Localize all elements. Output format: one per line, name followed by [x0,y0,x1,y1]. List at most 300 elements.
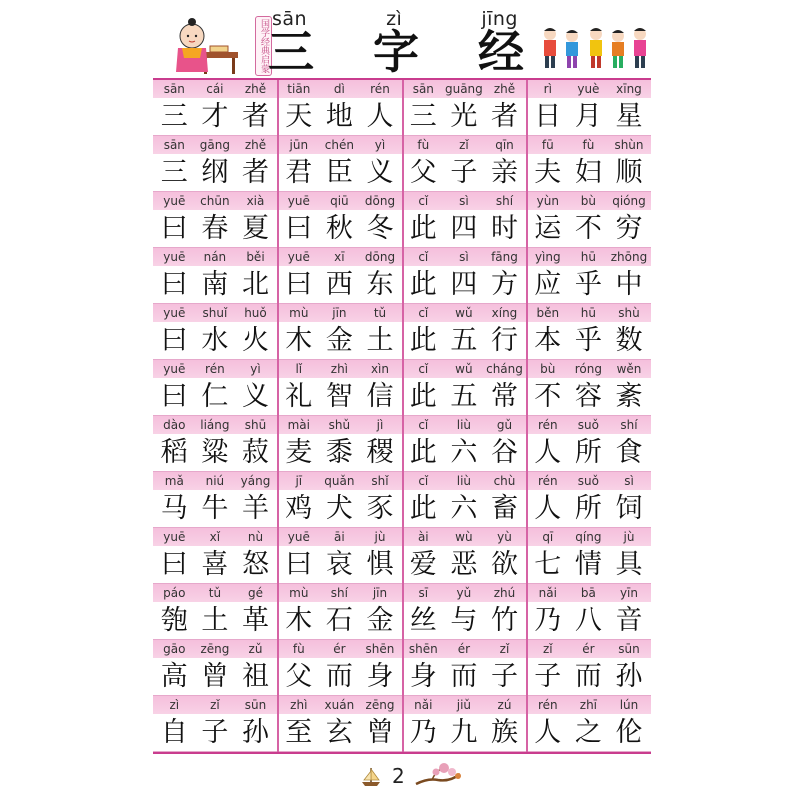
verse-phrase [154,696,276,752]
hanzi-character: 水 [201,325,229,356]
hanzi-character: 妇 [574,157,602,188]
pinyin-syllable: gāo [163,642,186,656]
pinyin-line [403,585,525,601]
hanzi-character: 时 [490,213,518,244]
hanzi-character: 金 [325,325,353,356]
pinyin-line [279,361,401,377]
boat-icon [360,766,382,788]
hanzi-character: 子 [490,661,518,692]
header [0,0,800,80]
hanzi-character: 此 [409,325,437,356]
hanzi-character: 信 [366,381,394,412]
pinyin-syllable: nǎi [414,698,433,712]
hanzi-character: 此 [409,213,437,244]
pinyin-line [279,137,401,153]
hanzi-character: 子 [450,157,478,188]
pinyin-line [154,585,276,601]
hanzi-character: 不 [574,213,602,244]
hanzi-line [403,100,525,134]
verse-phrase [279,304,401,360]
hanzi-character: 者 [241,157,269,188]
hanzi-line [279,100,401,134]
verse-phrase [403,192,525,248]
pinyin-syllable: mǎ [164,474,184,488]
pinyin-syllable: suǒ [577,418,599,432]
hanzi-line [403,324,525,358]
hanzi-line [403,548,525,582]
hanzi-character: 而 [325,661,353,692]
pinyin-syllable: yìng [534,250,561,264]
pinyin-syllable: zhī [579,698,598,712]
pinyin-syllable: bù [540,362,556,376]
pinyin-syllable: jù [374,530,386,544]
pinyin-syllable: xǐ [209,530,221,544]
hanzi-character: 犬 [325,493,353,524]
hanzi-character: 地 [325,101,353,132]
hanzi-character: 天 [285,101,313,132]
child-reading-icon [170,18,240,76]
hanzi-character: 羊 [241,493,269,524]
hanzi-character: 人 [366,101,394,132]
pinyin-syllable: xī [334,250,345,264]
hanzi-character: 稻 [160,437,188,468]
hanzi-character: 曰 [160,381,188,412]
pinyin-syllable: yīn [619,586,638,600]
column-divider [402,80,404,752]
verse-phrase [528,80,650,136]
pinyin-syllable: yuē [287,194,310,208]
verse-phrase [279,696,401,752]
hanzi-character: 音 [615,605,643,636]
pinyin-line [154,361,276,377]
hanzi-character: 伦 [615,717,643,748]
pinyin-syllable: fù [582,138,595,152]
children-playing-icon [538,22,650,72]
pinyin-line [279,305,401,321]
pinyin-syllable: běi [246,250,265,264]
pinyin-syllable: fāng [491,250,518,264]
pinyin-line [403,529,525,545]
pinyin-syllable: qíng [575,530,602,544]
pinyin-line [279,81,401,97]
hanzi-line [403,436,525,470]
hanzi-character: 乃 [409,717,437,748]
title-pinyin-1: sān [272,8,308,30]
pinyin-syllable: jūn [289,138,309,152]
pinyin-syllable: zǐ [542,642,553,656]
pinyin-syllable: shēn [408,642,438,656]
hanzi-character: 曰 [160,213,188,244]
hanzi-character: 鸡 [285,493,313,524]
pinyin-syllable: ér [333,642,346,656]
pinyin-line [528,137,650,153]
hanzi-line [403,716,525,750]
verse-phrase [154,472,276,528]
pinyin-syllable: tiān [287,82,311,96]
hanzi-character: 祖 [241,661,269,692]
hanzi-character: 北 [241,269,269,300]
hanzi-character: 纲 [201,157,229,188]
hanzi-character: 曾 [201,661,229,692]
hanzi-character: 菽 [241,437,269,468]
hanzi-character: 东 [366,269,394,300]
hanzi-character: 日 [534,101,562,132]
pinyin-syllable: shǔ [328,418,351,432]
hanzi-line [279,604,401,638]
hanzi-character: 月 [574,101,602,132]
verse-grid [153,78,651,754]
pinyin-syllable: shǐ [371,474,389,488]
page-number: 2 [392,764,405,788]
hanzi-line [279,380,401,414]
pinyin-syllable: sūn [618,642,640,656]
hanzi-character: 光 [450,101,478,132]
hanzi-character: 土 [201,605,229,636]
verse-phrase [154,80,276,136]
hanzi-line [528,436,650,470]
verse-phrase [279,528,401,584]
pinyin-syllable: gāng [199,138,230,152]
pinyin-syllable: cǐ [418,418,429,432]
pinyin-syllable: jīn [372,586,388,600]
hanzi-character: 此 [409,381,437,412]
pinyin-syllable: zēng [200,642,230,656]
pinyin-syllable: fù [292,642,305,656]
hanzi-character: 金 [366,605,394,636]
verse-phrase [528,248,650,304]
hanzi-line [528,660,650,694]
hanzi-line [403,212,525,246]
pinyin-line [279,417,401,433]
hanzi-character: 数 [615,325,643,356]
pinyin-syllable: zhě [244,82,267,96]
pinyin-syllable: liáng [200,418,230,432]
hanzi-line [528,380,650,414]
hanzi-character: 运 [534,213,562,244]
hanzi-line [154,156,276,190]
verse-phrase [154,304,276,360]
pinyin-syllable: sān [163,82,185,96]
verse-phrase [154,136,276,192]
pinyin-syllable: yuē [163,306,186,320]
pinyin-syllable: dōng [364,194,396,208]
pinyin-syllable: dì [333,82,345,96]
hanzi-character: 自 [160,717,188,748]
hanzi-line [279,324,401,358]
series-badge: 国学经典启蒙 [255,16,272,76]
pinyin-line [528,641,650,657]
hanzi-line [279,716,401,750]
hanzi-line [403,660,525,694]
pinyin-line [154,473,276,489]
hanzi-character: 麦 [285,437,313,468]
hanzi-character: 火 [241,325,269,356]
hanzi-line [528,716,650,750]
verse-phrase [154,360,276,416]
verse-phrase [403,416,525,472]
hanzi-character: 六 [450,493,478,524]
pinyin-line [528,585,650,601]
pinyin-syllable: rén [370,82,390,96]
verse-phrase [403,640,525,696]
hanzi-character: 土 [366,325,394,356]
pinyin-syllable: guāng [444,82,483,96]
pinyin-line [279,193,401,209]
pinyin-syllable: yuē [163,362,186,376]
pinyin-syllable: hū [580,306,596,320]
pinyin-syllable: jiǔ [456,698,472,712]
pinyin-syllable: qióng [612,194,646,208]
pinyin-syllable: zhōng [610,250,648,264]
hanzi-character: 至 [285,717,313,748]
pinyin-line [528,473,650,489]
pinyin-line [279,249,401,265]
hanzi-character: 穷 [615,213,643,244]
hanzi-line [528,492,650,526]
verse-phrase [279,192,401,248]
hanzi-character: 恶 [450,549,478,580]
pinyin-syllable: shū [244,418,267,432]
verse-phrase [279,416,401,472]
hanzi-line [154,380,276,414]
verse-phrase [528,584,650,640]
hanzi-character: 身 [366,661,394,692]
hanzi-character: 欲 [490,549,518,580]
hanzi-line [154,212,276,246]
hanzi-line [154,660,276,694]
pinyin-syllable: páo [163,586,186,600]
hanzi-character: 应 [534,269,562,300]
pinyin-line [403,641,525,657]
hanzi-line [279,268,401,302]
hanzi-character: 之 [574,717,602,748]
pinyin-syllable: shí [495,194,514,208]
verse-phrase [154,584,276,640]
hanzi-character: 惧 [366,549,394,580]
pinyin-syllable: yuē [287,530,310,544]
pinyin-syllable: fù [417,138,430,152]
title-char-2: 字 [373,25,419,79]
pinyin-syllable: zēng [365,698,395,712]
pinyin-line [528,417,650,433]
hanzi-character: 情 [574,549,602,580]
pinyin-syllable: jì [376,418,384,432]
pinyin-syllable: nǎi [538,586,557,600]
pinyin-line [403,305,525,321]
pinyin-syllable: qiū [330,194,349,208]
pinyin-syllable: zhì [330,362,349,376]
pinyin-syllable: tǔ [373,306,387,320]
verse-phrase [154,640,276,696]
title-char-1: 三 [268,25,314,79]
title-pinyin-2: zì [386,8,403,30]
pinyin-syllable: yuē [163,194,186,208]
hanzi-character: 丝 [409,605,437,636]
hanzi-character: 曾 [366,717,394,748]
pinyin-syllable: sī [418,586,429,600]
hanzi-line [403,492,525,526]
pinyin-line [528,249,650,265]
tree-branch-icon [414,760,462,788]
pinyin-syllable: cǐ [418,306,429,320]
hanzi-character: 乃 [534,605,562,636]
hanzi-line [403,604,525,638]
hanzi-line [154,604,276,638]
hanzi-character: 而 [574,661,602,692]
hanzi-character: 西 [325,269,353,300]
pinyin-syllable: zì [169,698,180,712]
pinyin-line [154,529,276,545]
hanzi-character: 身 [409,661,437,692]
pinyin-syllable: āi [334,530,345,544]
hanzi-line [279,492,401,526]
pinyin-syllable: yuē [163,530,186,544]
pinyin-syllable: bā [580,586,596,600]
verse-phrase [528,136,650,192]
hanzi-character: 九 [450,717,478,748]
hanzi-character: 所 [574,437,602,468]
hanzi-line [528,100,650,134]
pinyin-syllable: zǐ [459,138,469,152]
pinyin-syllable: rén [205,362,225,376]
pinyin-syllable: quǎn [324,474,355,488]
pinyin-syllable: xíng [491,306,518,320]
hanzi-character: 礼 [285,381,313,412]
pinyin-line [154,697,276,713]
hanzi-character: 曰 [160,325,188,356]
hanzi-character: 义 [366,157,394,188]
pinyin-syllable: zhì [290,698,308,712]
pinyin-line [154,81,276,97]
hanzi-line [154,268,276,302]
hanzi-character: 四 [450,213,478,244]
hanzi-character: 曰 [160,269,188,300]
pinyin-line [403,81,525,97]
verse-phrase [279,360,401,416]
pinyin-line [279,529,401,545]
pinyin-line [528,81,650,97]
hanzi-character: 者 [490,101,518,132]
column-divider [277,80,279,752]
pinyin-syllable: sì [624,474,634,488]
verse-phrase [403,304,525,360]
pinyin-syllable: cái [206,82,224,96]
hanzi-character: 常 [490,381,518,412]
pinyin-syllable: chù [493,474,516,488]
hanzi-character: 秋 [325,213,353,244]
verse-phrase [403,136,525,192]
hanzi-character: 哀 [325,549,353,580]
hanzi-character: 中 [615,269,643,300]
pinyin-syllable: xuán [324,698,355,712]
hanzi-character: 豕 [366,493,394,524]
pinyin-line [279,585,401,601]
hanzi-character: 人 [534,493,562,524]
hanzi-line [528,212,650,246]
pinyin-syllable: yùn [536,194,559,208]
pinyin-syllable: chūn [200,194,230,208]
pinyin-syllable: liù [456,418,472,432]
verse-phrase [279,136,401,192]
hanzi-character: 父 [409,157,437,188]
pinyin-syllable: fū [541,138,554,152]
pinyin-syllable: sān [412,82,434,96]
pinyin-syllable: sì [459,194,469,208]
pinyin-syllable: yì [374,138,386,152]
hanzi-character: 曰 [285,549,313,580]
pinyin-syllable: zhě [244,138,267,152]
verse-phrase [403,696,525,752]
hanzi-line [403,156,525,190]
pinyin-syllable: mù [289,306,309,320]
pinyin-syllable: qīn [495,138,514,152]
hanzi-line [154,716,276,750]
hanzi-character: 夫 [534,157,562,188]
pinyin-syllable: gǔ [496,418,513,432]
pinyin-syllable: ài [417,530,429,544]
verse-phrase [528,640,650,696]
hanzi-character: 智 [325,381,353,412]
hanzi-character: 乎 [574,325,602,356]
pinyin-syllable: yuè [577,82,600,96]
hanzi-line [528,604,650,638]
pinyin-line [403,361,525,377]
pinyin-line [154,137,276,153]
pinyin-syllable: rén [537,418,558,432]
hanzi-character: 三 [160,157,188,188]
pinyin-syllable: cǐ [418,474,429,488]
hanzi-line [279,212,401,246]
pinyin-syllable: zhě [493,82,516,96]
pinyin-syllable: dào [163,418,186,432]
hanzi-line [528,268,650,302]
pinyin-syllable: sān [163,138,185,152]
pinyin-syllable: xìn [370,362,389,376]
pinyin-syllable: shí [330,586,348,600]
hanzi-character: 三 [409,101,437,132]
hanzi-character: 竹 [490,605,518,636]
verse-phrase [403,472,525,528]
hanzi-character: 此 [409,493,437,524]
hanzi-line [279,436,401,470]
pinyin-syllable: bù [580,194,596,208]
pinyin-syllable: nán [203,250,227,264]
pinyin-syllable: tǔ [208,586,222,600]
hanzi-character: 畜 [490,493,518,524]
hanzi-character: 父 [285,661,313,692]
pinyin-syllable: shuǐ [202,306,228,320]
hanzi-character: 四 [450,269,478,300]
verse-phrase [528,416,650,472]
hanzi-character: 容 [574,381,602,412]
pinyin-syllable: qī [542,530,554,544]
hanzi-character: 此 [409,437,437,468]
pinyin-syllable: shù [618,306,640,320]
hanzi-character: 五 [450,381,478,412]
pinyin-syllable: nù [247,530,264,544]
verse-phrase [403,528,525,584]
hanzi-line [154,492,276,526]
hanzi-character: 冬 [366,213,394,244]
pinyin-syllable: wěn [616,362,642,376]
pinyin-syllable: jīn [332,306,347,320]
verse-phrase [154,192,276,248]
pinyin-syllable: hū [580,250,596,264]
hanzi-character: 稷 [366,437,394,468]
hanzi-character: 子 [534,661,562,692]
pinyin-line [279,473,401,489]
hanzi-character: 三 [160,101,188,132]
